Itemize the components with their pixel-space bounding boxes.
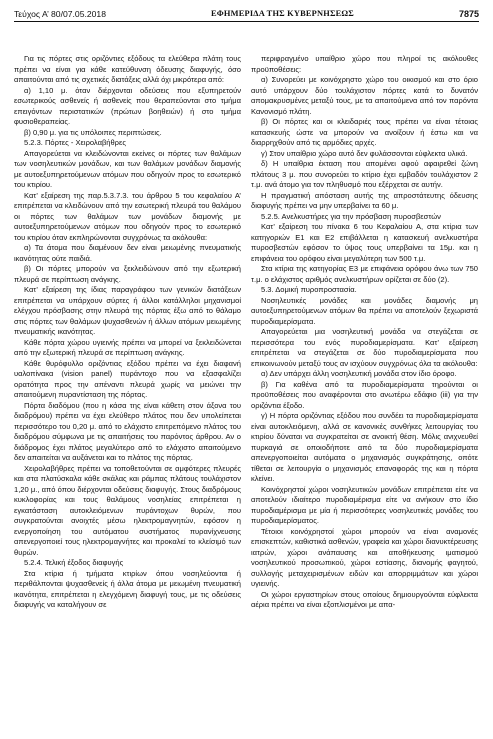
- paragraph: δ) Η υπαίθρια έκταση που απομένει αφού αφαιρεθεί ζώνη πλάτους 3 μ. που συνορεύει το κτίριο έχει εμβαδόν τουλάχιστον 2 τ.μ. ανά άτομο για τον πληθυσμό που εξέρχεται σε αυτήν.: [251, 159, 478, 189]
- paragraph: Τέτοιοι κοινόχρηστοί χώροι μπορούν να είναι αναμονές επισκεπτών, καθιστικά ασθενών, γραφεία και χώροι διανυκτέρευσης ιατρών, χώροι ανάπαυσης και αποθήκευσης ιματισμού νοσηλευτικού προσωπικού, χώροι εστίασης, διανομής φαγητού, συλλογής μεταχειρισμένων ειδών και απορριμμάτων και χώροι υγιεινής.: [251, 526, 478, 588]
- paragraph: α) Τα άτομα που διαμένουν δεν είναι μειωμένης πνευματικής ικανότητας ούτε παιδιά.: [14, 243, 241, 263]
- paragraph: α) 1,10 μ. όταν διέρχονται οδεύσεις που εξυπηρετούν εσωτερικούς ασθενείς ή ασθενείς που θεραπεύονται στο τμήμα επειγόντων περιστατικών (πρώτων βοηθειών) ή στο τμήμα φυσιοθεραπείας.: [14, 85, 241, 126]
- paragraph: Κάθε πόρτα χώρου υγιεινής πρέπει να μπορεί να ξεκλειδώνεται από την εξωτερική πλευρά σε περίπτωση ανάγκης.: [14, 337, 241, 357]
- paragraph: Νοσηλευτικές μονάδες και μονάδες διαμονής μη αυτοεξυπηρετούμενων ατόμων θα πρέπει να αποτελούν ξεχωριστά πυροδιαμερίσματα.: [251, 295, 478, 326]
- issue-label: Τεύχος Α’ 80/07.05.2018: [14, 9, 106, 19]
- paragraph: Χειρολαβήθρες πρέπει να τοποθετούνται σε αμφότερες πλευρές και στα πλατύσκαλα κάθε σκάλας και ράμπας πλάτους τουλάχιστον 1,20 μ., από όπου διέρχονται οδεύσεις διαφυγής. Στους διαδρόμους κυκλοφορίας και τους θαλάμους νοσηλείας επιτρέπεται η εγκατάσταση αυτοκλειόμενων πυράντοχων θυρών, που συγκρατούνται ανοιχτές μέσω ηλεκτρομαγνητών, εφόσον η ενεργοποίηση του αυτόματου συστήματος πυρανίχνευσης απενεργοποιεί τους ηλεκτρομαγνήτες και προκαλεί το κλείσιμό των θυρών.: [14, 463, 241, 557]
- paragraph: 5.2.3. Πόρτες - Χειρολαβήθρες: [24, 138, 126, 147]
- paragraph: Απαγορεύεται μια νοσηλευτική μονάδα να στεγάζεται σε περισσότερα του ενός πυροδιαμερίσματα. Κατ’ εξαίρεση επιτρέπεται να στεγάζεται σε δύο πυροδιαμερίσματα που επικοινωνούν μεταξύ τους αν ισχύουν συγχρόνως όλα τα ακόλουθα:: [251, 327, 478, 368]
- paragraph: Κάθε θυρόφυλλο οριζόντιας εξόδου πρέπει να έχει διαφανή υαλοπίνακα (vision panel) πυράντοχο που να εξασφαλίζει ορατότητα προς την απέναντι πλευρά χωρίς να μειώνει την απαιτούμενη πυραντίσταση της πόρτας.: [14, 358, 241, 399]
- paragraph: Η πραγματική απόσταση αυτής της απροστάτευτης όδευσης διαφυγής πρέπει να μην υπερβαίνει τα 60 μ.: [251, 190, 478, 210]
- paragraph: Στα κτίρια ή τμήματα κτιρίων όπου νοσηλεύονται ή περιθάλπονται ψυχασθενείς ή άλλα άτομα με μειωμένη πνευματική ικανότητα, επιτρέπεται η ελεγχόμενη διαφυγή τους, με τις οδεύσεις διαφυγής να καταλήγουν σε: [14, 568, 241, 609]
- paragraph: 5.3. Δομική πυροπροστασία.: [261, 285, 357, 294]
- paragraph: γ) Η πόρτα οριζόντιας εξόδου που συνδέει τα πυροδιαμερίσματα είναι αυτοκλειόμενη, αλλά σε κανονικές συνθήκες λειτουργίας του κτιρίου δύναται να συγκρατείται σε ανοικτή θέση. Μόλις ανιχνευθεί πυρκαγιά σε οποιοδήποτε από τα δύο πυροδιαμερίσματα απενεργοποιείται αυτόματα ο μηχανισμός συγκράτησης, οπότε τίθεται σε λειτουργία ο μηχανισμός επαναφοράς της και η πόρτα κλείνει.: [251, 411, 478, 483]
- paragraph: β) 0,90 μ. για τις υπόλοιπες περιπτώσεις.: [24, 127, 162, 137]
- right-column: [251, 54, 478, 611]
- paragraph: Στα κτίρια της κατηγορίας Ε3 με επιφάνεια ορόφου άνω των 750 τ.μ. ο ελάχιστος αριθμός ανελκυστήρων ορίζεται σε δύο (2).: [251, 264, 478, 284]
- paragraph: Οι χώροι εργαστηρίων στους οποίους δημιουργούνται εύφλεκτα αέρια πρέπει να είναι εξοπλισμένοι με απα-: [251, 589, 478, 609]
- paragraph: 5.2.4. Τελική έξοδος διαφυγής: [24, 558, 124, 567]
- page-header: [14, 9, 479, 22]
- page-number: 7875: [458, 9, 479, 19]
- paragraph: Κατ’ εξαίρεση του πίνακα 6 του Κεφαλαίου Α, στα κτίρια των κατηγοριών Ε1 και Ε2 επιβάλλεται η κατασκευή ανελκυστήρα πυροσβεστών εφόσον το ύψος τους υπερβαίνει τα 15μ. και η επιφάνεια του ορόφου είναι μεγαλύτερη των 500 τ.μ.: [251, 222, 478, 263]
- journal-title: ΕΦΗΜΕΡΙΔΑ ΤΗΣ ΚΥΒΕΡΝΗΣΕΩΣ: [210, 9, 354, 18]
- paragraph: Απαγορεύεται να κλειδώνονται εκείνες οι πόρτες των θαλάμων των νοσηλευτικών μονάδων, και των θαλάμων μονάδων διαμονής με αυτοεξυπηρετούμενων ατόμων που οδηγούν προς το εσωτερικό του κτιρίου.: [14, 148, 241, 189]
- paragraph: Πόρτα διαδόμου (που η κάσα της είναι κάθετη στον άξονα του διαδρόμου) πρέπει να έχει ελεύθερο πλάτος που δεν υπολείπεται περισσότερο του 0,20 μ. από το ελάχιστο επιτρεπόμενο πλάτος του διαδρόμου σύμφωνα με τις απαιτήσεις του παρόντος άρθρου. Αν ο διάδρομος έχει πλάτος μεγαλύτερο από το ελάχιστο απαιτούμενο δεν απαιτείται να αυξάνεται και το πλάτος της πόρτας.: [14, 400, 241, 462]
- paragraph: Κατ’ εξαίρεση της ίδιας παραγράφου των γενικών διατάξεων επιτρέπεται να υπάρχουν σύρτες ή άλλοι κατάλληλοι μηχανισμοί ελέγχου πρόσβασης στην πλευρά της πόρτας έξω από το θάλαμο στις πόρτες των θαλάμων ψυχασθενών ή άλλων ατόμων μειωμένης πνευματικής ικανότητας.: [14, 285, 241, 336]
- paragraph: α) Δεν υπάρχει άλλη νοσηλευτική μονάδα στον ίδιο όροφο.: [261, 369, 457, 378]
- paragraph: 5.2.5. Ανελκυστήρες για την πρόσβαση πυροσβεστών: [261, 211, 441, 221]
- paragraph: περιφραγμένο υπαίθριο χώρο που πληροί τις ακόλουθες προϋποθέσεις:: [251, 54, 478, 74]
- paragraph: α) Συνορεύει με κοινόχρηστο χώρο του οικισμού και στο όριο αυτό υπάρχουν δύο τουλάχιστον πόρτες κατά το δυνατόν απομακρυσμένες μεταξύ τους, με τα απαιτούμενα από τον παρόντα Κανονισμό πλάτη.: [251, 75, 478, 116]
- paragraph: β) Οι πόρτες και οι κλειδαριές τους πρέπει να είναι τέτοιας κατασκευής ώστε να μπορούν να ανοίξουν ή έστω και να διαρρηχθούν από τις αρμόδιες αρχές.: [251, 117, 478, 147]
- left-column: [14, 54, 241, 611]
- paragraph: Για τις πόρτες στις οριζόντιες εξόδους τα ελεύθερα πλάτη τους πρέπει να είναι για κάθε κατεύθυνση όδευσης διαφυγής, όσο απαιτούνται από τις σχετικές διατάξεις αλλά όχι μικρότερα από:: [14, 54, 241, 84]
- paragraph: β) Οι πόρτες μπορούν να ξεκλειδώνουν από την εξωτερική πλευρά σε περίπτωση ανάγκης.: [14, 264, 241, 284]
- paragraph: β) Για καθένα από τα πυροδιαμερίσματα τηρούνται οι προϋποθέσεις που αναφέρονται στο ανωτέρω εδάφιο (iii) για την οριζόντια έξοδο.: [251, 379, 478, 410]
- paragraph: Κοινόχρηστοί χώροι νοσηλευτικών μονάδων επιτρέπεται είτε να αποτελούν ιδιαίτερο πυροδιαμέρισμα είτε να ανήκουν στο ίδιο πυροδιαμέρισμα με μία ή περισσότερες νοσηλευτικές μονάδες του πυροδιαμερίσματος.: [251, 484, 478, 525]
- two-column-body: [14, 54, 479, 611]
- paragraph: γ) Στον υπαίθριο χώρο αυτό δεν φυλάσσονται εύφλεκτα υλικά.: [261, 148, 468, 158]
- paragraph: Κατ’ εξαίρεση της παρ.5.3.7.3. του άρθρου 5 του κεφαλαίου Α’ επιτρέπεται να κλειδώνουν από την εσωτερική πλευρά του θαλάμου οι πόρτες των θαλάμων των μονάδων διαμονής με αυτοεξυπηρετούμενων ατόμων που οδηγούν προς το εσωτερικό του κτιρίου όταν εκπληρώνονται συγχρόνως τα ακόλουθα:: [14, 190, 241, 242]
